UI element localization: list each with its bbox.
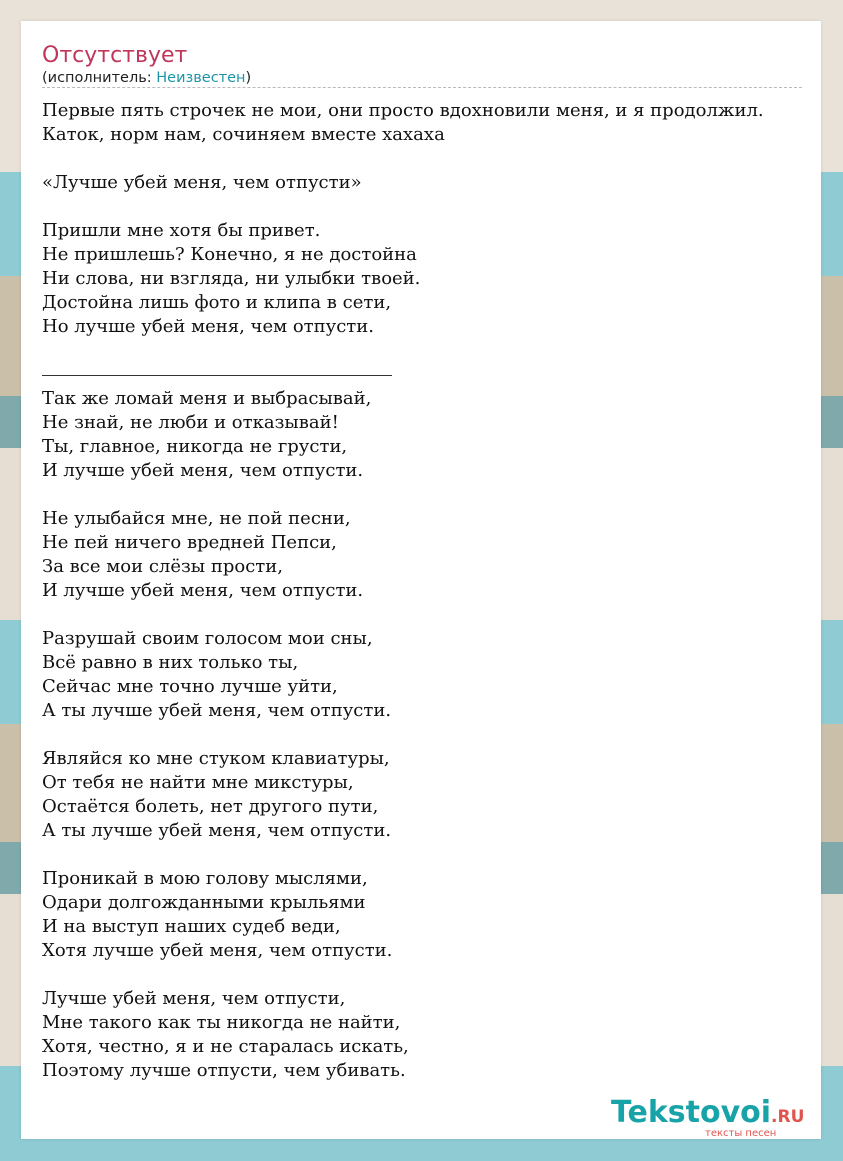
lyric-line: Но лучше убей меня, чем отпусти. [42, 316, 374, 337]
lyric-line: Сейчас мне точно лучше уйти, [42, 676, 338, 697]
blank-line [42, 195, 821, 219]
lyric-line: Разрушай своим голосом мои сны, [42, 628, 373, 649]
lyric-line: Не знай, не люби и отказывай! [42, 412, 339, 433]
logo-tagline: тексты песен [705, 1128, 777, 1139]
blank-line [42, 723, 821, 747]
lyric-line: И лучше убей меня, чем отпусти. [42, 460, 364, 481]
lyric-line: И лучше убей меня, чем отпусти. [42, 580, 364, 601]
site-logo[interactable] [611, 1096, 821, 1140]
blank-line [42, 963, 821, 987]
lyrics-card [21, 21, 821, 1139]
lyric-line: И на выступ наших судеб веди, [42, 916, 341, 937]
lyric-line: Лучше убей меня, чем отпусти, [42, 988, 346, 1009]
logo-tld: .RU [771, 1107, 805, 1127]
lyric-line: Проникай в мою голову мыслями, [42, 868, 368, 889]
lyric-line: Каток, норм нам, сочиняем вместе хахаха [42, 124, 445, 145]
lyric-line: Одари долгожданными крыльями [42, 892, 366, 913]
blank-line [42, 603, 821, 627]
blank-line [42, 483, 821, 507]
lyric-line: Так же ломай меня и выбрасывай, [42, 388, 372, 409]
lyric-line: Достойна лишь фото и клипа в сети, [42, 292, 392, 313]
lyric-line: За все мои слёзы прости, [42, 556, 283, 577]
lyric-line: Не улыбайся мне, не пой песни, [42, 508, 351, 529]
song-title: Отсутствует [42, 43, 188, 68]
lyrics-block [42, 387, 821, 1083]
separator-line [42, 375, 392, 376]
logo-name: Tekstovoi [611, 1095, 772, 1130]
blank-line [42, 147, 821, 171]
lyric-line: Являйся ко мне стуком клавиатуры, [42, 748, 390, 769]
lyric-line: Первые пять строчек не мои, они просто вдохновили меня, и я продолжил. [42, 100, 764, 121]
artist-prefix: (исполнитель: [42, 70, 157, 86]
lyric-line: Всё равно в них только ты, [42, 652, 299, 673]
intro-block [42, 99, 821, 339]
lyric-line: Пришли мне хотя бы привет. [42, 220, 321, 241]
lyric-line: Хотя лучше убей меня, чем отпусти. [42, 940, 393, 961]
lyric-line: Не пей ничего вредней Пепси, [42, 532, 337, 553]
lyric-line: Мне такого как ты никогда не найти, [42, 1012, 401, 1033]
separator [42, 339, 821, 387]
lyric-line: Поэтому лучше отпусти, чем убивать. [42, 1060, 406, 1081]
lyric-line: «Лучше убей меня, чем отпусти» [42, 172, 362, 193]
lyric-line: Хотя, честно, я и не старалась искать, [42, 1036, 409, 1057]
artist-line [42, 70, 802, 88]
lyric-line: Остаётся болеть, нет другого пути, [42, 796, 379, 817]
lyric-line: Ты, главное, никогда не грусти, [42, 436, 348, 457]
artist-link[interactable]: Неизвестен [156, 70, 246, 86]
lyric-line: Не пришлешь? Конечно, я не достойна [42, 244, 417, 265]
artist-suffix: ) [245, 70, 252, 86]
lyric-line: Ни слова, ни взгляда, ни улыбки твоей. [42, 268, 421, 289]
lyric-line: А ты лучше убей меня, чем отпусти. [42, 700, 392, 721]
lyrics-text [42, 99, 821, 1083]
lyric-line: А ты лучше убей меня, чем отпусти. [42, 820, 392, 841]
blank-line [42, 843, 821, 867]
lyric-line: От тебя не найти мне микстуры, [42, 772, 354, 793]
